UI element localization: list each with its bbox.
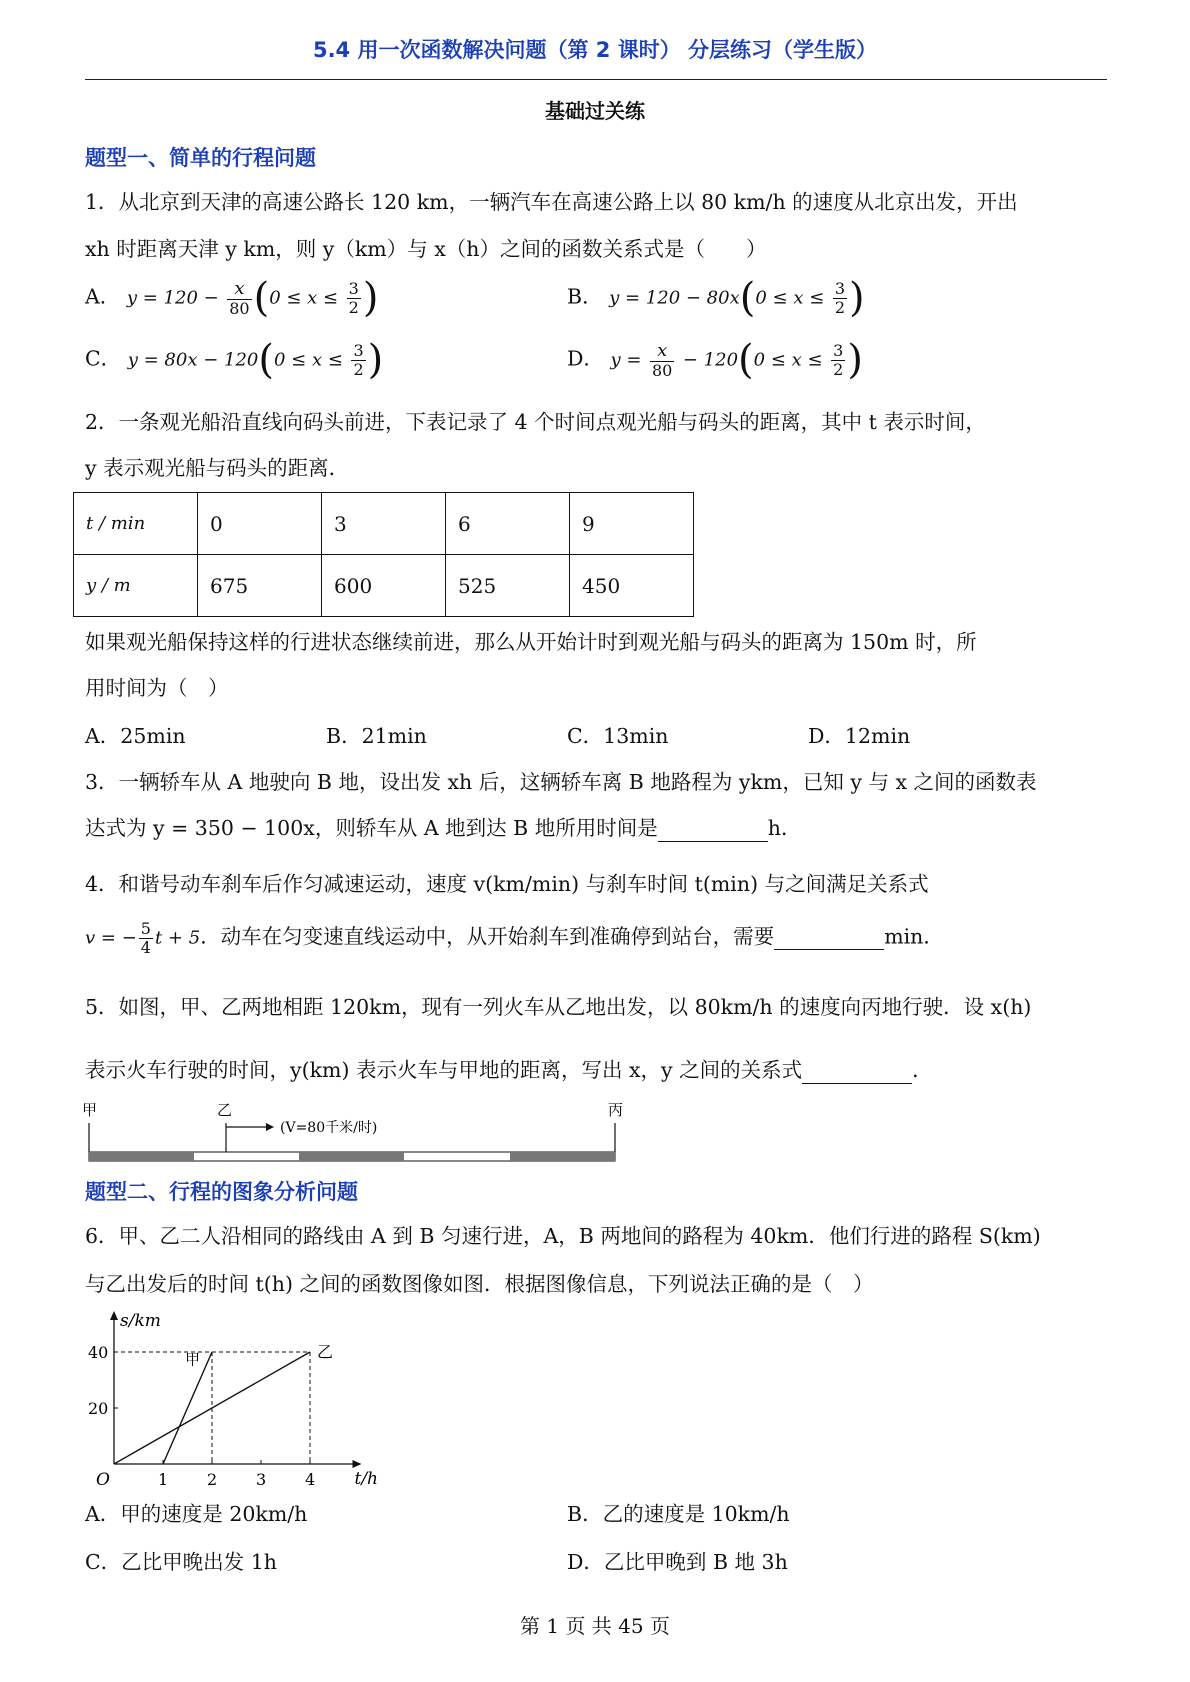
q5-route-figure: [80, 1098, 630, 1164]
q6-option-d: D．乙比甲晚到 B 地 3h: [567, 1550, 788, 1574]
q6-line1: 6．甲、乙二人沿相同的路线由 A 到 B 匀速行进，A，B 两地间的路程为 40km．他们行进的路程 S(km): [85, 1224, 1041, 1248]
section-heading-2: 题型二、行程的图象分析问题: [85, 1180, 358, 1204]
table-cell: 600: [322, 555, 446, 617]
q5-line1: 5．如图，甲、乙两地相距 120km，现有一列火车从乙地出发，以 80km/h 的速度向丙地行驶．设 x(h): [85, 995, 1032, 1019]
table-cell: 6: [446, 493, 570, 555]
table-cell: 450: [570, 555, 694, 617]
origin-label: O: [96, 1470, 110, 1490]
page-footer: 第 1 页 共 45 页: [520, 1614, 670, 1638]
q2-line1: 2．一条观光船沿直线向码头前进，下表记录了 4 个时间点观光船与码头的距离，其中 t 表示时间，: [85, 410, 986, 434]
q1-line1: 1．从北京到天津的高速公路长 120 km，一辆汽车在高速公路上以 80 km/h 的速度从北京出发，开出: [85, 190, 1018, 214]
table-cell: 675: [198, 555, 322, 617]
q1-option-b: B． y = 120 − 80x(0 ≤ x ≤ $\frac{3}{2}$ ): [567, 275, 865, 321]
q6-option-a: A．甲的速度是 20km/h: [85, 1502, 308, 1526]
x-tick-label: 3: [256, 1470, 267, 1489]
table-cell: 0: [198, 493, 322, 555]
section-heading-1: 题型一、简单的行程问题: [85, 146, 316, 170]
q2-option-c: C．13min: [567, 724, 669, 748]
series-line-jia: [163, 1352, 212, 1464]
x-tick-label: 4: [305, 1470, 316, 1489]
page-header-title: 5.4 用一次函数解决问题（第 2 课时） 分层练习（学生版）: [312, 38, 878, 62]
table-cell: 3: [322, 493, 446, 555]
q6-option-b: B．乙的速度是 10km/h: [567, 1502, 790, 1526]
x-axis-arrow: [353, 1460, 362, 1468]
table-cell: 525: [446, 555, 570, 617]
q4-line2: v = − $\frac{5}{4}$ t + 5．动车在匀变速直线运动中，从开始刹车到准确停到站台，需要 min．: [85, 919, 944, 957]
q6-line2: 与乙出发后的时间 t(h) 之间的函数图像如图．根据图像信息，下列说法正确的是（ ）: [85, 1272, 874, 1296]
label-jia: 甲: [82, 1101, 98, 1119]
x-axis-label: t/h: [354, 1469, 378, 1489]
q1-option-d: D． y = $\frac{x}{80}$ − 120(0 ≤ x ≤ $\frac{3}{2}$ ): [567, 337, 863, 383]
label-bing: 丙: [608, 1101, 624, 1119]
table-cell: t / min: [74, 493, 198, 555]
q3-line2: 达式为 y = 350 − 100x，则轿车从 A 地到达 B 地所用时间是 h．: [85, 816, 802, 840]
y-axis-arrow: [110, 1311, 118, 1320]
table-row: [74, 555, 694, 617]
q1-option-c: C． y = 80x − 120(0 ≤ x ≤ $\frac{3}{2}$ ): [85, 337, 384, 383]
header-divider: [85, 79, 1107, 80]
q6-distance-time-graph: [78, 1302, 378, 1492]
q1-line2: xh 时距离天津 y km，则 y（km）与 x（h）之间的函数关系式是（ ）: [85, 237, 767, 261]
series-label-jia: 甲: [185, 1350, 201, 1369]
y-tick-label: 40: [88, 1343, 109, 1362]
q2-option-d: D．12min: [808, 724, 911, 748]
label-yi: 乙: [217, 1101, 233, 1119]
table-cell: 9: [570, 493, 694, 555]
q2-option-b: B．21min: [326, 724, 427, 748]
speed-label: (V=80千米/时): [280, 1120, 378, 1136]
q5-line2: 表示火车行驶的时间，y(km) 表示火车与甲地的距离，写出 x，y 之间的关系式 ．: [85, 1058, 933, 1082]
subtitle: 基础过关练: [545, 99, 645, 123]
q1-option-a: A． y = 120 − $\frac{x}{80}$ (0 ≤ x ≤ $\frac{3}{2}$ ): [85, 275, 379, 321]
table-row: [74, 493, 694, 555]
series-label-yi: 乙: [317, 1342, 334, 1362]
q4-line1: 4．和谐号动车刹车后作匀减速运动，速度 v(km/min) 与刹车时间 t(min) 与之间满足关系式: [85, 872, 929, 896]
x-tick-label: 2: [207, 1470, 218, 1489]
table-cell: y / m: [74, 555, 198, 617]
q2-option-a: A．25min: [85, 724, 186, 748]
q2-line2: y 表示观光船与码头的距离．: [85, 456, 350, 480]
y-tick-label: 20: [88, 1399, 109, 1418]
q6-option-c: C．乙比甲晚出发 1h: [85, 1550, 277, 1574]
q2-line3: 如果观光船保持这样的行进状态继续前进，那么从开始计时到观光船与码头的距离为 150m 时，所: [85, 630, 977, 654]
q2-data-table: [73, 492, 694, 617]
q2-line4: 用时间为（ ）: [85, 676, 229, 700]
x-tick-label: 1: [158, 1470, 169, 1489]
y-axis-label: s/km: [120, 1311, 161, 1331]
q3-line1: 3．一辆轿车从 A 地驶向 B 地，设出发 xh 后，这辆轿车离 B 地路程为 ykm，已知 y 与 x 之间的函数表: [85, 770, 1037, 794]
